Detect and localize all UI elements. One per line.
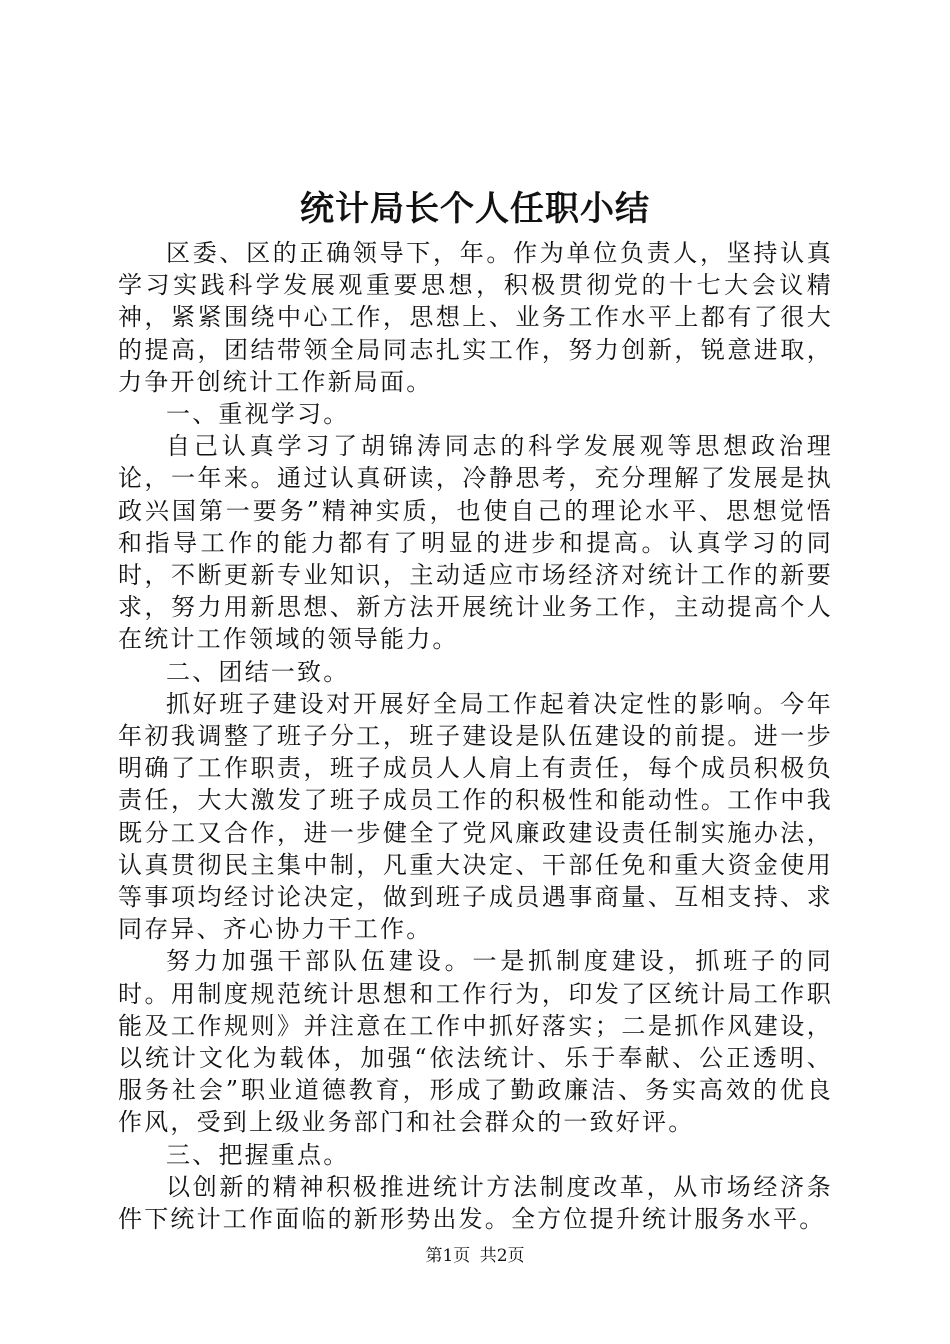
page-number: 第1页	[425, 1246, 471, 1266]
paragraph-study: 自己认真学习了胡锦涛同志的科学发展观等思想政治理论，一年来。通过认真研读，冷静思考，充分理解了发展是执政兴国第一要务”精神实质，也使自己的理论水平、思想觉悟和指导工作的能力都有了明显的进步和提高。认真学习的同时，不断更新专业知识，主动适应市场经济对统计工作的新要求，努力用新思想、新方法开展统计业务工作，主动提高个人在统计工作领域的领导能力。	[118, 432, 833, 654]
paragraph-team: 抓好班子建设对开展好全局工作起着决定性的影响。今年年初我调整了班子分工，班子建设是队伍建设的前提。进一步明确了工作职责，班子成员人人肩上有责任，每个成员积极负责任，大大激发了班子成员工作的积极性和能动性。工作中我既分工又合作，进一步健全了党风廉政建设责任制实施办法，认真贯彻民主集中制，凡重大决定、干部任免和重大资金使用等事项均经讨论决定，做到班子成员遇事商量、互相支持、求同存异、齐心协力干工作。	[118, 689, 833, 944]
paragraph-staff: 努力加强干部队伍建设。一是抓制度建设，抓班子的同时。用制度规范统计思想和工作行为，印发了区统计局工作职能及工作规则》并注意在工作中抓好落实；二是抓作风建设，以统计文化为载体，加强“依法统计、乐于奉献、公正透明、服务社会”职业道德教育，形成了勤政廉洁、务实高效的优良作风，受到上级业务部门和社会群众的一致好评。	[118, 947, 833, 1137]
page-footer	[0, 1244, 950, 1268]
section-heading-1: 一、重视学习。	[166, 400, 350, 429]
document-body	[118, 237, 833, 1235]
section-heading-2: 二、团结一致。	[166, 657, 350, 686]
page-total: 共2页	[479, 1246, 525, 1266]
document-title: 统计局长个人任职小结	[300, 189, 650, 229]
section-heading-3: 三、把握重点。	[166, 1140, 350, 1169]
paragraph-intro: 区委、区的正确领导下，年。作为单位负责人，坚持认真学习实践科学发展观重要思想，积极贯彻党的十七大会议精神，紧紧围绕中心工作，思想上、业务工作水平上都有了很大的提高，团结带领全局同志扎实工作，努力创新，锐意进取，力争开创统计工作新局面。	[118, 239, 833, 396]
paragraph-focus: 以创新的精神积极推进统计方法制度改革，从市场经济条件下统计工作面临的新形势出发。全方位提升统计服务水平。	[118, 1172, 833, 1234]
